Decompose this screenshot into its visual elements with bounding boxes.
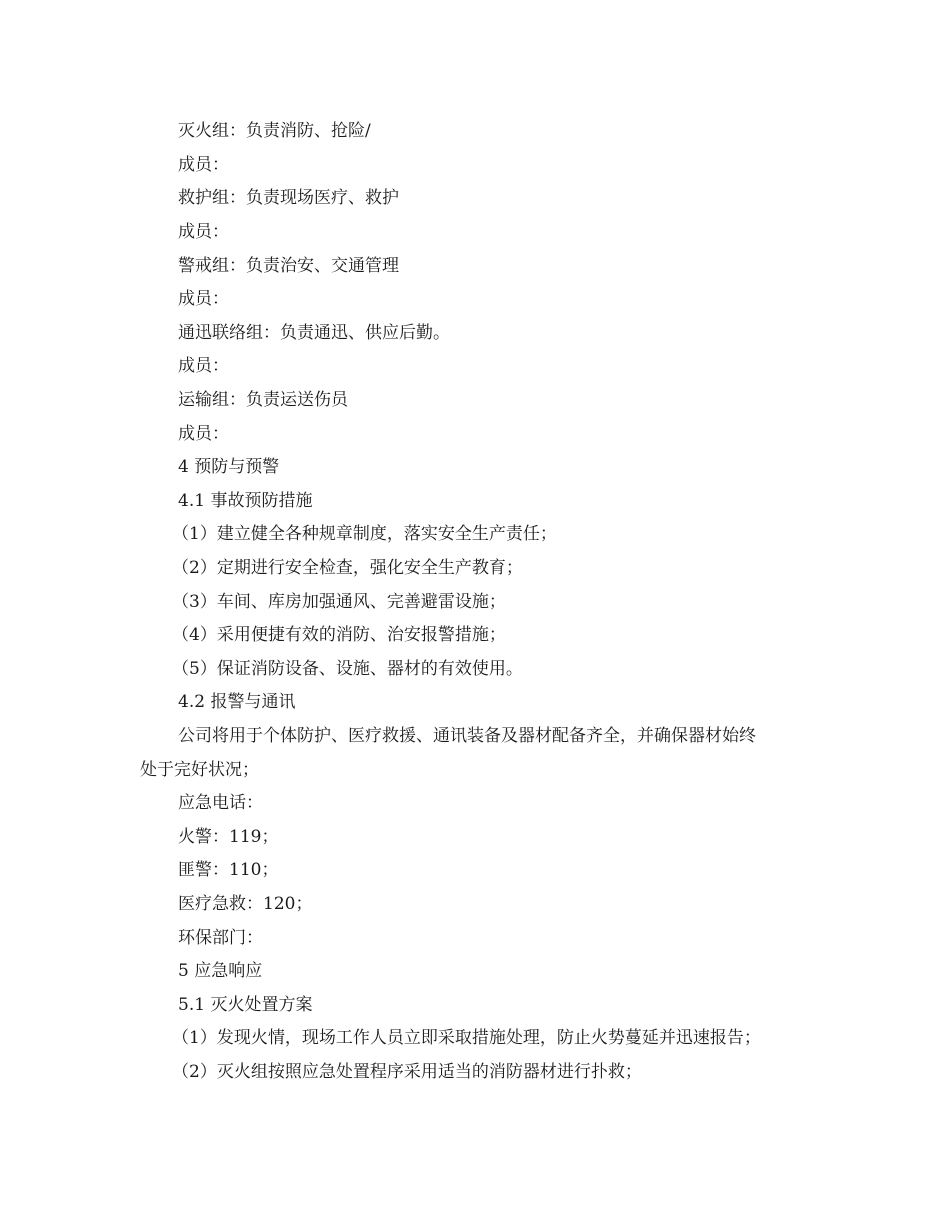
text-line: 成员： xyxy=(178,222,229,242)
text-line: 通迅联络组：负责通迅、供应后勤。 xyxy=(178,323,450,343)
text-line: 运输组：负责运送伤员 xyxy=(178,390,348,410)
text-line: 成员： xyxy=(178,155,229,175)
text-line: 警戒组：负责治安、交通管理 xyxy=(178,256,399,276)
section-heading: 5 应急响应 xyxy=(178,961,263,981)
list-item: （1）发现火情，现场工作人员立即采取措施处理，防止火势蔓延并迅速报告； xyxy=(172,1028,761,1048)
list-item: （4）采用便捷有效的消防、治安报警措施； xyxy=(172,625,506,645)
text-line: 应急电话： xyxy=(178,793,263,813)
text-line: 成员： xyxy=(178,356,229,376)
text-line: 火警：119； xyxy=(178,827,279,847)
subsection-heading: 5.1 灭火处置方案 xyxy=(178,995,313,1015)
text-line: 救护组：负责现场医疗、救护 xyxy=(178,188,399,208)
text-line: 灭火组：负责消防、抢险/ xyxy=(178,121,371,141)
list-item: （3）车间、库房加强通风、完善避雷设施； xyxy=(172,592,506,612)
text-line: 成员： xyxy=(178,289,229,309)
list-item: （2）灭火组按照应急处置程序采用适当的消防器材进行扑救； xyxy=(172,1062,642,1082)
subsection-heading: 4.1 事故预防措施 xyxy=(178,491,313,511)
list-item: （1）建立健全各种规章制度，落实安全生产责任； xyxy=(172,524,557,544)
paragraph-line: 处于完好状况； xyxy=(140,760,259,780)
text-line: 匪警：110； xyxy=(178,860,279,880)
section-heading: 4 预防与预警 xyxy=(178,457,280,477)
subsection-heading: 4.2 报警与通讯 xyxy=(178,692,296,712)
text-line: 环保部门： xyxy=(178,928,263,948)
list-item: （2）定期进行安全检查，强化安全生产教育； xyxy=(172,558,523,578)
list-item: （5）保证消防设备、设施、器材的有效使用。 xyxy=(172,659,523,679)
text-line: 医疗急救：120； xyxy=(178,894,313,914)
text-line: 成员： xyxy=(178,424,229,444)
paragraph-line: 公司将用于个体防护、医疗救援、通讯装备及器材配备齐全，并确保器材始终 xyxy=(178,726,756,746)
